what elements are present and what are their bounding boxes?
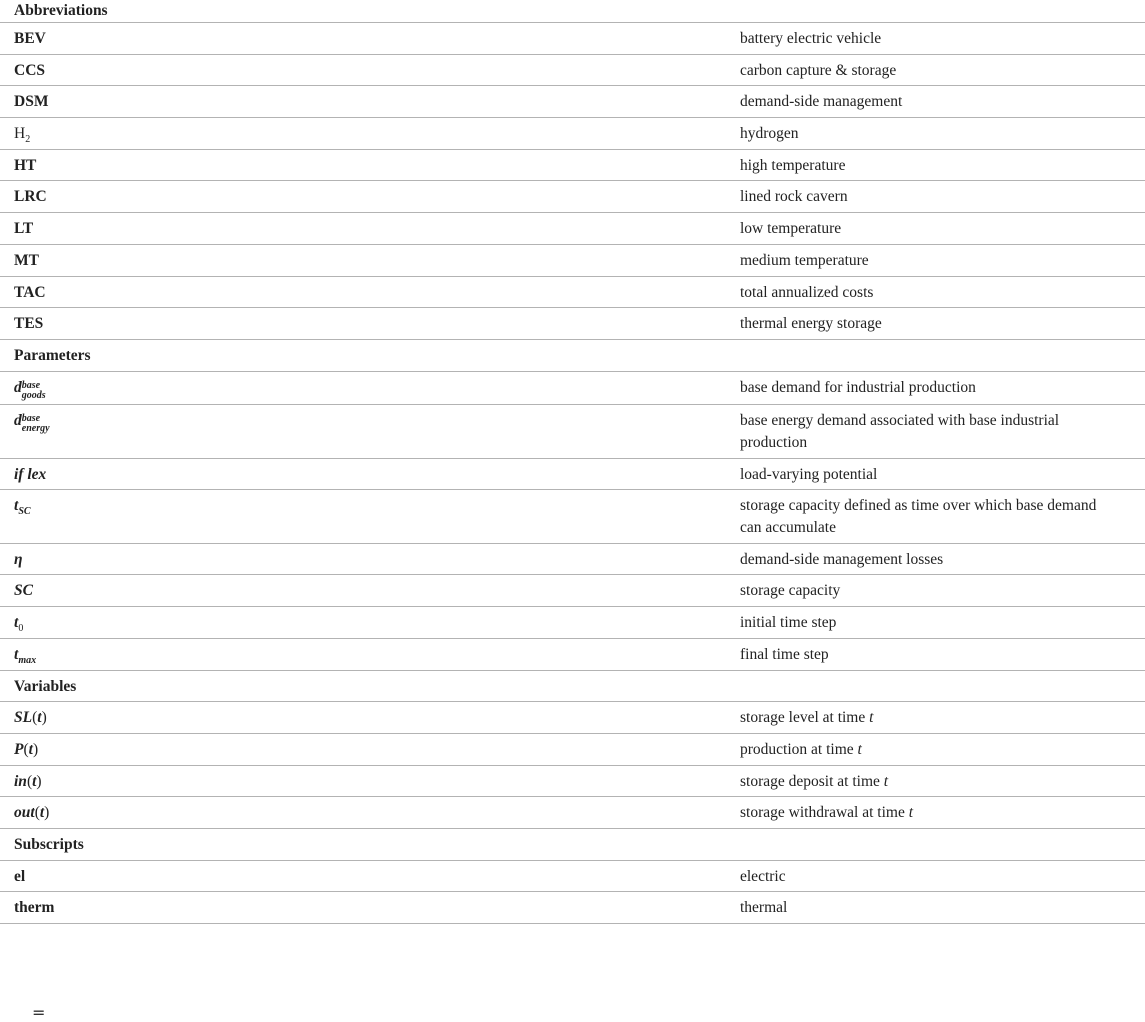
function-arg: t — [39, 804, 45, 822]
definition-cell — [740, 702, 1145, 733]
definition-cell: electric — [740, 867, 786, 885]
table-row — [0, 213, 1145, 245]
symbol-subscript: SC — [18, 506, 31, 518]
symbol-base: t — [14, 614, 19, 632]
function-name: in — [14, 772, 27, 790]
symbol-cell: if lex — [14, 465, 47, 483]
symbol-cell — [0, 607, 740, 638]
function-arg: t — [32, 772, 37, 790]
symbol-cell: MT — [14, 251, 39, 269]
definition-cell: lined rock cavern — [740, 188, 848, 206]
symbol-cell — [0, 405, 740, 458]
symbol-cell — [0, 766, 740, 797]
symbol-cell — [0, 702, 740, 733]
table-row — [0, 639, 1145, 671]
symbol-superscript: base — [21, 379, 41, 391]
symbol-cell — [0, 797, 740, 828]
table-row — [0, 459, 1145, 491]
close-paren: ) — [32, 740, 39, 758]
table-row — [0, 766, 1145, 798]
symbol-cell — [0, 490, 740, 543]
definition-cell: base energy demand associated with base industrial production — [740, 412, 1060, 452]
symbol-cell: therm — [14, 899, 55, 917]
table-row — [0, 892, 1145, 924]
symbol-subscript: max — [18, 654, 37, 666]
definition-text: storage deposit at time — [740, 772, 884, 790]
definition-cell: total annualized costs — [740, 283, 874, 301]
table-row — [0, 607, 1145, 639]
empty-cell — [740, 829, 1145, 860]
section-heading: Subscripts — [14, 835, 84, 853]
symbol-cell: LRC — [14, 188, 47, 206]
definition-variable: t — [908, 804, 914, 822]
definition-text: production at time — [740, 740, 858, 758]
section-heading: Variables — [14, 677, 77, 695]
function-arg: t — [37, 709, 42, 727]
symbol-cell — [0, 372, 740, 405]
table-row — [0, 55, 1145, 87]
symbol-cell — [0, 639, 740, 670]
section-heading-row — [0, 829, 1145, 861]
section-heading: Parameters — [14, 346, 91, 364]
empty-cell — [740, 340, 1145, 371]
table-row — [0, 490, 1145, 544]
table-row — [0, 245, 1145, 277]
table-row — [0, 734, 1145, 766]
symbol-cell: el — [14, 867, 26, 885]
symbol-base: t — [14, 497, 19, 515]
symbol-subscript: energy — [21, 423, 50, 435]
table-row — [0, 86, 1145, 118]
open-paren: ( — [34, 804, 40, 822]
definition-cell — [740, 766, 1145, 797]
definition-cell: carbon capture & storage — [740, 61, 897, 79]
section-heading-row — [0, 0, 1145, 23]
close-paren: ) — [41, 709, 47, 727]
symbol-cell — [0, 734, 740, 765]
function-arg: t — [28, 740, 33, 758]
definition-text: storage level at time — [740, 709, 870, 727]
table-row — [0, 308, 1145, 340]
symbol-subsup — [22, 381, 46, 401]
symbol-cell: BEV — [14, 30, 46, 47]
empty-cell — [740, 671, 1145, 702]
function-name: out — [14, 804, 35, 822]
section-heading: Abbreviations — [14, 2, 108, 19]
symbol-base: H — [14, 125, 26, 143]
table-row — [0, 405, 1145, 459]
section-heading-row — [0, 671, 1145, 703]
table-row — [0, 118, 1145, 150]
definition-cell: battery electric vehicle — [740, 30, 882, 47]
symbol-subscript: goods — [21, 389, 46, 401]
definition-text: storage withdrawal at time — [740, 804, 909, 822]
symbol-subscript: 2 — [25, 134, 31, 146]
symbol-base: d — [14, 378, 22, 396]
table-row — [0, 23, 1145, 55]
definition-cell: demand-side management — [740, 93, 903, 111]
definition-cell: thermal energy storage — [740, 315, 882, 333]
table-row — [0, 861, 1145, 893]
definition-cell: base demand for industrial production — [740, 378, 976, 396]
definition-cell: storage capacity — [740, 582, 841, 600]
table-row — [0, 702, 1145, 734]
symbol-base: t — [14, 645, 19, 663]
table-row — [0, 544, 1145, 576]
definition-cell: low temperature — [740, 220, 842, 238]
definition-cell: thermal — [740, 899, 788, 917]
definition-cell: initial time step — [740, 614, 837, 632]
definition-cell — [740, 797, 1145, 828]
symbol-cell: TAC — [14, 283, 46, 301]
section-heading-row — [0, 340, 1145, 372]
symbol-base: d — [14, 412, 22, 430]
symbol-cell: η — [14, 550, 23, 568]
symbol-cell: TES — [14, 315, 44, 333]
table-row — [0, 372, 1145, 406]
open-paren: ( — [26, 772, 33, 790]
symbol-subsup — [22, 414, 50, 434]
definition-variable: t — [857, 740, 862, 758]
symbol-cell: SC — [14, 582, 33, 600]
symbol-cell — [0, 118, 740, 149]
table-row — [0, 797, 1145, 829]
close-paren: ) — [44, 804, 50, 822]
definition-cell: final time step — [740, 645, 829, 663]
function-name: SL — [14, 709, 33, 727]
definition-cell: hydrogen — [740, 125, 799, 143]
definition-cell: demand-side management losses — [740, 550, 944, 568]
definition-cell: load-varying potential — [740, 465, 878, 483]
open-paren: ( — [32, 709, 38, 727]
symbol-cell: CCS — [14, 61, 46, 79]
symbol-subscript: 0 — [18, 623, 24, 635]
table-row — [0, 277, 1145, 309]
open-paren: ( — [23, 740, 29, 758]
table-row — [0, 181, 1145, 213]
function-name: P — [14, 740, 24, 758]
definition-variable: t — [869, 709, 874, 727]
footer-mark: = — [32, 1003, 46, 1022]
definition-variable: t — [883, 772, 889, 790]
definition-cell — [740, 734, 1145, 765]
symbol-cell: HT — [14, 156, 37, 174]
symbol-superscript: base — [21, 413, 41, 425]
table-row — [0, 575, 1145, 607]
definition-cell: storage capacity defined as time over which base demand can accumulate — [740, 497, 1097, 537]
table-row — [0, 150, 1145, 182]
close-paren: ) — [36, 772, 42, 790]
symbol-cell: DSM — [14, 93, 49, 111]
definition-cell: high temperature — [740, 156, 846, 174]
definition-cell: medium temperature — [740, 251, 869, 269]
symbol-cell: LT — [14, 220, 34, 238]
